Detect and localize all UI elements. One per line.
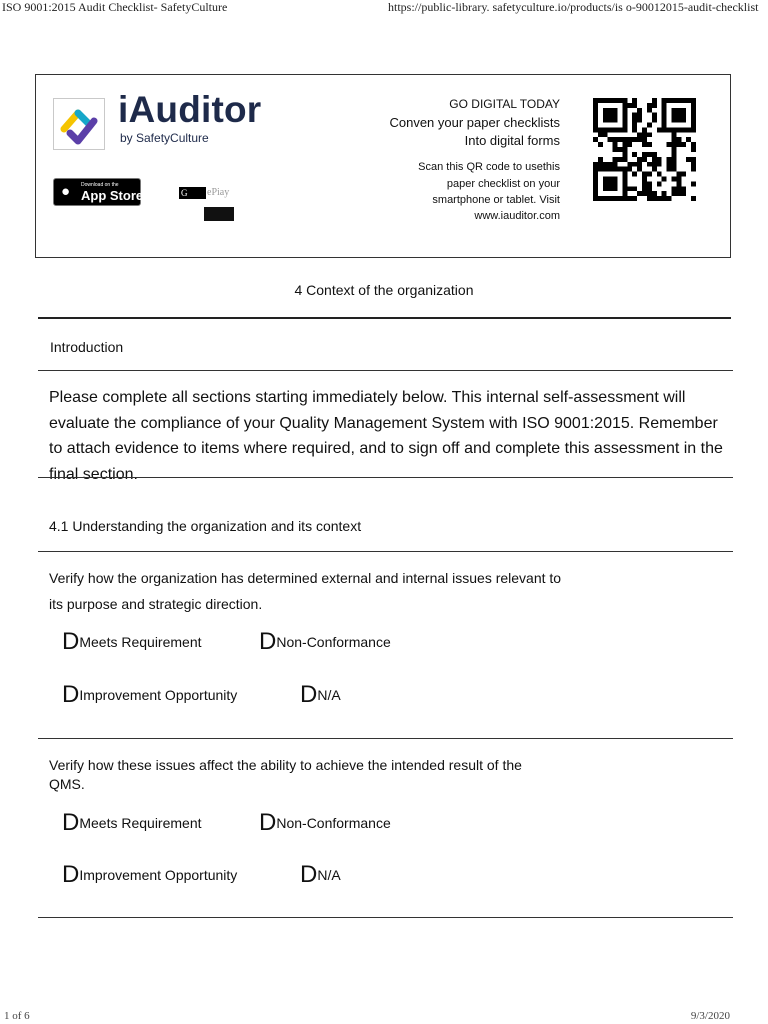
- print-header-url: https://public-library. safetyculture.io/products/is o-90012015-audit-checklist: [388, 0, 759, 14]
- question-1-line-2: its purpose and strategic direction.: [49, 596, 263, 612]
- divider: [38, 738, 733, 739]
- question-2-line-2: QMS.: [49, 776, 85, 792]
- q2-option-improvement-opportunity[interactable]: [62, 863, 237, 887]
- app-store-label: App Store: [81, 188, 144, 203]
- option-label: Improvement Opportunity: [79, 867, 238, 883]
- intro-text-line-3: to attach evidence to items where required, and to sign off and complete this assessment in the: [49, 440, 723, 457]
- option-label: Meets Requirement: [79, 634, 202, 650]
- intro-text-line-1: Please complete all sections starting immediately below. This internal self-assessment will: [49, 389, 686, 406]
- option-label: Meets Requirement: [79, 815, 202, 831]
- question-2-line-1: Verify how these issues affect the ability to achieve the intended result of the: [49, 757, 522, 773]
- app-store-small-label: Download on the: [81, 182, 119, 188]
- scan-line-3: smartphone or tablet. Visit: [432, 194, 560, 206]
- option-label: N/A: [317, 867, 341, 883]
- introduction-label: Introduction: [50, 339, 124, 355]
- checkbox-icon[interactable]: D: [300, 861, 318, 888]
- brand-subtitle: by SafetyCulture: [120, 131, 209, 145]
- question-1-line-1: Verify how the organization has determined external and internal issues relevant to: [49, 570, 562, 586]
- q2-option-meets-requirement[interactable]: [62, 811, 202, 835]
- option-label: Non-Conformance: [276, 634, 391, 650]
- scan-line-2: paper checklist on your: [446, 178, 560, 190]
- google-play-icon: G: [179, 187, 206, 199]
- q1-option-improvement-opportunity[interactable]: [62, 683, 237, 707]
- option-label: Improvement Opportunity: [79, 687, 238, 703]
- print-footer-page: 1 of 6: [4, 1010, 30, 1022]
- divider: [38, 317, 731, 319]
- intro-text-line-4: final section.: [49, 466, 138, 483]
- q2-option-non-conformance[interactable]: [259, 811, 391, 835]
- intro-text-line-2: evaluate the compliance of your Quality Management System with ISO 9001:2015. Remember: [49, 415, 718, 432]
- option-label: Non-Conformance: [276, 815, 391, 831]
- q1-option-na[interactable]: [300, 683, 341, 707]
- q2-option-na[interactable]: [300, 863, 341, 887]
- print-footer-date: 9/3/2020: [690, 1010, 730, 1022]
- checkbox-icon[interactable]: D: [62, 628, 80, 655]
- convert-line-1: Conven your paper checklists: [389, 115, 560, 130]
- apple-icon: ●: [61, 183, 71, 200]
- checkbox-icon[interactable]: D: [259, 809, 277, 836]
- convert-line-2: Into digital forms: [464, 133, 560, 148]
- section-title: 4 Context of the organization: [294, 282, 474, 298]
- app-store-badge[interactable]: [53, 178, 144, 206]
- google-play-image-fragment: [204, 207, 234, 221]
- subsection-title: 4.1 Understanding the organization and its context: [49, 518, 362, 534]
- qr-code-icon: [593, 98, 696, 201]
- iauditor-banner: [35, 74, 731, 258]
- scan-line-4: www.iauditor.com: [474, 210, 560, 222]
- go-digital-heading: GO DIGITAL TODAY: [449, 97, 560, 111]
- q1-option-non-conformance[interactable]: [259, 630, 391, 654]
- q1-option-meets-requirement[interactable]: [62, 630, 202, 654]
- checkbox-icon[interactable]: D: [300, 681, 318, 708]
- divider: [38, 551, 733, 552]
- scan-line-1: Scan this QR code to usethis: [418, 161, 560, 173]
- checkbox-icon[interactable]: D: [62, 681, 80, 708]
- divider: [38, 917, 733, 918]
- print-header-title: ISO 9001:2015 Audit Checklist- SafetyCulture: [2, 0, 228, 14]
- option-label: N/A: [317, 687, 341, 703]
- checkbox-icon[interactable]: D: [259, 628, 277, 655]
- divider: [38, 477, 733, 478]
- brand-name: iAuditor: [118, 89, 262, 130]
- checkbox-icon[interactable]: D: [62, 861, 80, 888]
- divider: [38, 370, 733, 371]
- google-play-label: ePiay: [207, 187, 230, 198]
- checkbox-icon[interactable]: D: [62, 809, 80, 836]
- iauditor-logo-icon: [53, 98, 105, 150]
